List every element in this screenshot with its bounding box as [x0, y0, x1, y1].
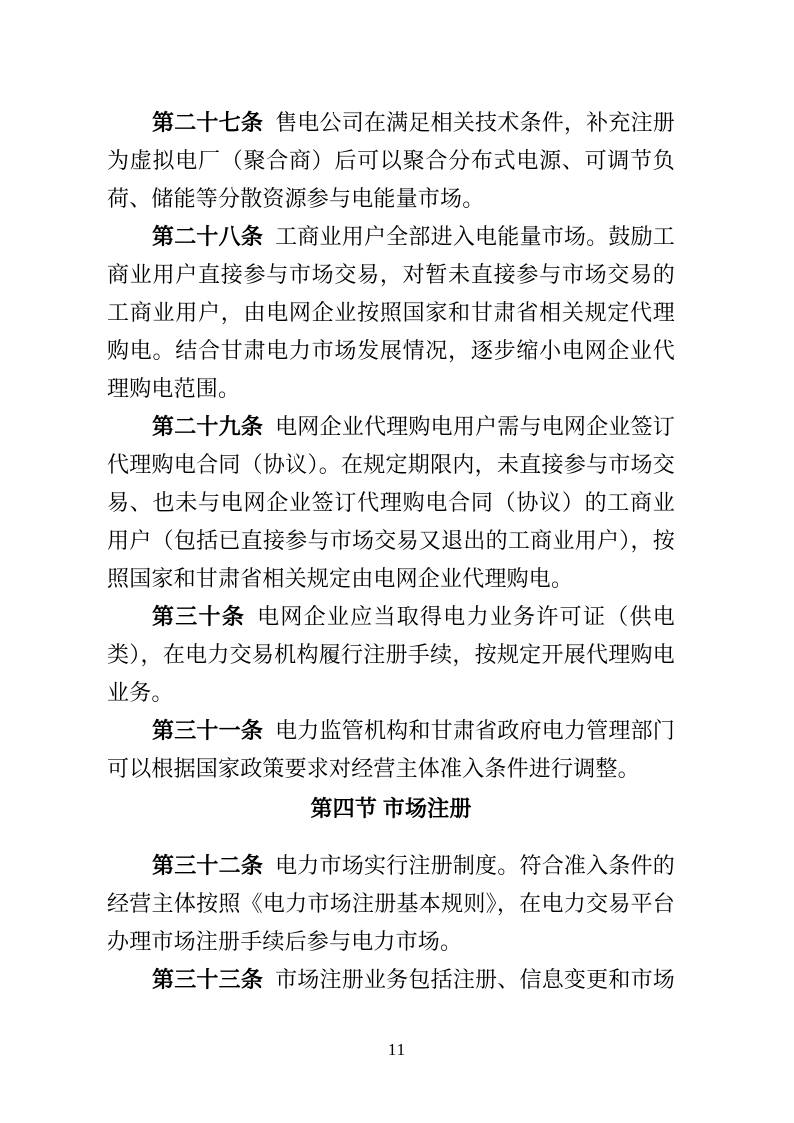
- article-paragraph: [107, 218, 675, 408]
- article-text: 电网企业应当取得电力业务许可证（供电类），在电力交易机构履行注册手续，按规定开展代理购电业务。: [107, 604, 675, 705]
- article-number: 第三十条: [152, 604, 246, 629]
- article-number: 第三十三条: [152, 967, 264, 992]
- document-body: [107, 104, 675, 999]
- article-number: 第二十八条: [152, 224, 264, 249]
- article-number: 第三十一条: [152, 718, 264, 743]
- article-text: 电力监管机构和甘肃省政府电力管理部门可以根据国家政策要求对经营主体准入条件进行调整。: [107, 718, 675, 781]
- article-paragraph: [107, 712, 675, 788]
- article-number: 第二十七条: [152, 110, 264, 135]
- article-text: 售电公司在满足相关技术条件，补充注册为虚拟电厂（聚合商）后可以聚合分布式电源、可调节负荷、储能等分散资源参与电能量市场。: [107, 110, 675, 211]
- article-text: 电力市场实行注册制度。符合准入条件的经营主体按照《电力市场注册基本规则》，在电力交易平台办理市场注册手续后参与电力市场。: [107, 853, 675, 954]
- article-text: 电网企业代理购电用户需与电网企业签订代理购电合同（协议）。在规定期限内，未直接参与市场交易、也未与电网企业签订代理购电合同（协议）的工商业用户（包括已直接参与市场交易又退出的工商业用户），按照国家和甘肃省相关规定由电网企业代理购电。: [107, 414, 675, 591]
- article-number: 第二十九条: [152, 414, 264, 439]
- article-paragraph: [107, 598, 675, 712]
- page-number: 11: [387, 1040, 407, 1059]
- section-heading: 第四节 市场注册: [310, 796, 472, 821]
- article-text: 市场注册业务包括注册、信息变更和市场: [275, 967, 675, 992]
- article-number: 第三十二条: [152, 853, 264, 878]
- article-paragraph: [107, 104, 675, 218]
- article-text: 工商业用户全部进入电能量市场。鼓励工商业用户直接参与市场交易，对暂未直接参与市场交易的工商业用户，由电网企业按照国家和甘肃省相关规定代理购电。结合甘肃电力市场发展情况，逐步缩小电网企业代理购电范围。: [107, 224, 675, 401]
- article-paragraph: [107, 408, 675, 598]
- article-paragraph: [107, 961, 675, 999]
- article-paragraph: [107, 847, 675, 961]
